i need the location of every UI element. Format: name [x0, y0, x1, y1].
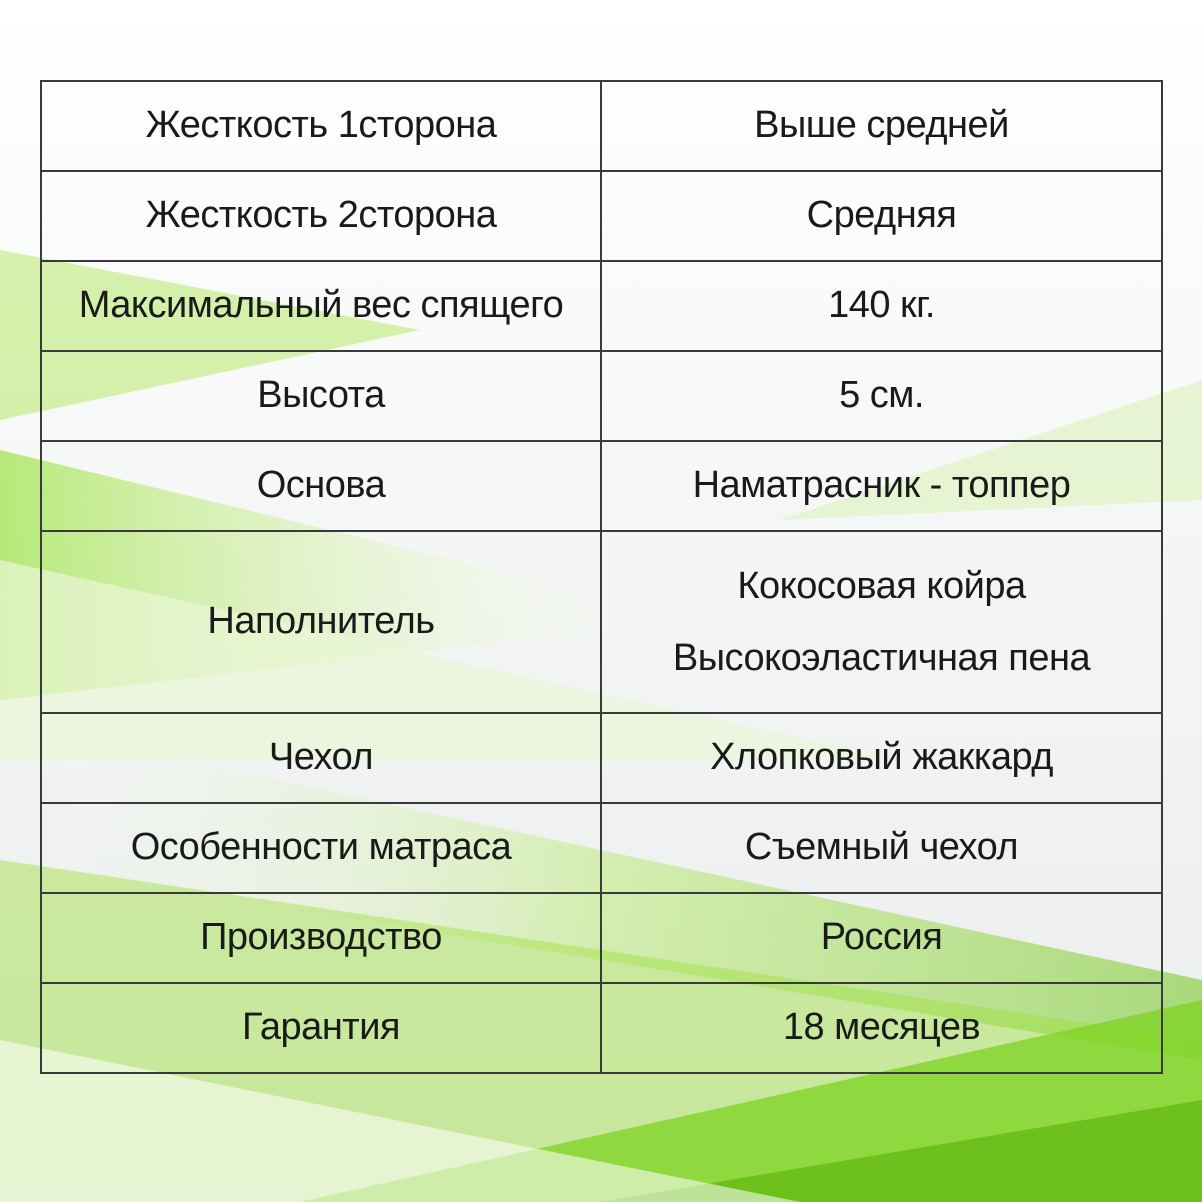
- spec-label: Основа: [41, 441, 601, 531]
- spec-value: Наматрасник - топпер: [601, 441, 1162, 531]
- spec-value: Съемный чехол: [601, 803, 1162, 893]
- spec-row-stiffness-side-2: [41, 171, 1162, 261]
- spec-row-height: [41, 351, 1162, 441]
- spec-value: 140 кг.: [601, 261, 1162, 351]
- spec-label: Максимальный вес спящего: [41, 261, 601, 351]
- spec-value-line: Кокосовая койра: [737, 565, 1026, 607]
- spec-value: Выше средней: [601, 81, 1162, 171]
- spec-label: Жесткость 2сторона: [41, 171, 601, 261]
- spec-value: Средняя: [601, 171, 1162, 261]
- spec-value: Россия: [601, 893, 1162, 983]
- spec-value: 18 месяцев: [601, 983, 1162, 1073]
- spec-label: Производство: [41, 893, 601, 983]
- spec-label: Наполнитель: [41, 531, 601, 713]
- spec-label: Гарантия: [41, 983, 601, 1073]
- spec-row-stiffness-side-1: [41, 81, 1162, 171]
- spec-row-base: [41, 441, 1162, 531]
- spec-label: Жесткость 1сторона: [41, 81, 601, 171]
- spec-row-warranty: [41, 983, 1162, 1073]
- spec-row-cover: [41, 713, 1162, 803]
- spec-value: Хлопковый жаккард: [601, 713, 1162, 803]
- spec-value: [601, 531, 1162, 713]
- spec-row-production: [41, 893, 1162, 983]
- spec-value: 5 см.: [601, 351, 1162, 441]
- spec-row-features: [41, 803, 1162, 893]
- spec-row-max-weight: [41, 261, 1162, 351]
- spec-value-line: Высокоэластичная пена: [672, 637, 1091, 679]
- spec-label: Чехол: [41, 713, 601, 803]
- spec-label: Высота: [41, 351, 601, 441]
- spec-row-filler: [41, 531, 1162, 713]
- spec-table: [40, 80, 1163, 1074]
- spec-label: Особенности матраса: [41, 803, 601, 893]
